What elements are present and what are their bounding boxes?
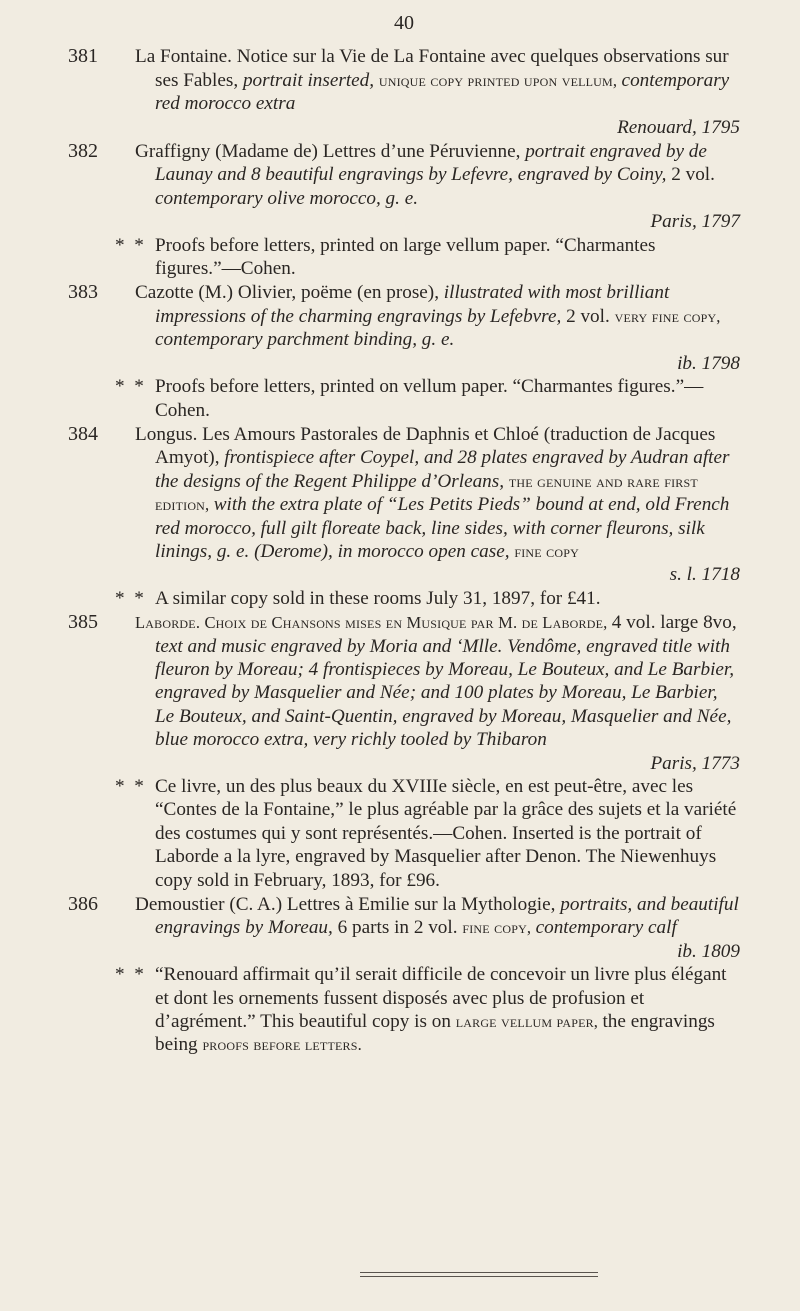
description-text: 4 vol. large 8vo,: [611, 612, 737, 634]
description-text: frontispiece after Coypel, and 28 plates engraved by Audran after the designs of the Regent Philippe d’Orleans,: [155, 447, 730, 492]
entry-note: [115, 375, 740, 422]
catalogue-entry: [68, 893, 740, 1057]
description-text: 6 parts in 2 vol.: [337, 917, 463, 939]
imprint: ib. 1809: [677, 940, 740, 962]
asterism-mark: * *: [115, 234, 148, 256]
description-text: contemporary olive morocco, g. e.: [155, 187, 419, 209]
description-text: Longus. Les Amours Pastorales de Daphnis et Chloé (traduction de Jacques Amyot),: [135, 423, 716, 469]
asterism-mark: * *: [115, 776, 148, 797]
catalogue-entry: [68, 281, 740, 421]
description-text: Laborde. Choix de Chansons mises en Musique par M. de Laborde,: [135, 613, 612, 633]
description-text: Demoustier (C. A.) Lettres à Emilie sur la Mythologie,: [135, 894, 561, 916]
imprint: s. l. 1718: [669, 564, 740, 586]
lot-number: 385: [68, 611, 98, 634]
entry-description: [135, 423, 740, 587]
description-text: contemporary calf: [535, 917, 677, 939]
entry-note: [115, 587, 740, 610]
lot-number: 386: [68, 893, 98, 916]
description-text: illustrated with most brilliant impressions of the charming engravings by Lefebvre,: [155, 282, 670, 327]
description-text: portrait engraved by de Launay and 8 beautiful engravings by Lefevre, engraved by Coiny,: [155, 141, 707, 186]
catalogue-entry: [68, 45, 740, 139]
note-text: A similar copy sold in these rooms July 31, 1897, for £41.: [155, 587, 601, 609]
lot-number: 384: [68, 422, 98, 445]
asterism-mark: * *: [115, 964, 148, 986]
entry-description: [135, 281, 740, 375]
description-text: contemporary parchment binding, g. e.: [155, 329, 455, 351]
asterism-mark: * *: [115, 587, 148, 609]
entry-description: [135, 893, 740, 963]
description-text: the genuine and rare first edition,: [155, 471, 698, 515]
asterism-mark: * *: [115, 376, 148, 398]
entry-description: [135, 140, 740, 234]
closing-rule: [360, 1272, 598, 1277]
entry-note: [115, 963, 740, 1057]
entry-description: [135, 45, 740, 139]
catalogue-entry: [68, 611, 740, 892]
page-number: 40: [394, 12, 414, 34]
description-text: fine copy: [514, 541, 579, 561]
note-text: Proofs before letters, printed on vellum paper. “Charmantes figures.”—Cohen.: [155, 376, 704, 421]
description-text: with the extra plate of “Les Petits Pieds” bound at end, old French red morocco, full gilt floreate back, line sides, with corner fleurons, silk linings, g. e. (Derome), in morocco open case,: [155, 494, 730, 562]
description-text: 2 vol.: [566, 305, 615, 327]
catalogue-entry: [68, 140, 740, 280]
description-text: 2 vol.: [671, 164, 715, 186]
note-text: proofs before letters.: [202, 1035, 362, 1055]
note-text: large vellum paper,: [455, 1012, 603, 1032]
description-text: contemporary red morocco extra: [155, 69, 730, 115]
description-text: text and music engraved by Moria and ‘Mlle. Vendôme, engraved title with fleuron by Moreau; 4 frontispieces by Moreau, Le Bouteux, and Le Barbier, engraved by Masquelier and Née; and 100 plates by Moreau, Le Barbier, Le Bouteux, and Saint-Quentin, engraved by Moreau, Masquelier and Née, blue morocco extra, very richly tooled by Thibaron: [155, 635, 735, 751]
description-text: fine copy,: [462, 918, 536, 938]
entry-description: [135, 611, 740, 775]
description-text: portraits, and beautiful engravings by Moreau,: [155, 894, 739, 939]
imprint: Paris, 1797: [650, 211, 740, 233]
catalogue-entry: [68, 423, 740, 610]
entry-note: [115, 234, 740, 281]
lot-number: 383: [68, 281, 98, 304]
note-text: the engravings being: [155, 1011, 715, 1056]
note-text: “Renouard affirmait qu’il serait difficile de concevoir un livre plus élégant et dont les ornements fussent disposés avec plus de profusion et d’agrément.” This beautiful copy is on: [155, 964, 727, 1033]
description-text: portrait inserted,: [242, 69, 379, 91]
entries-list: [68, 45, 740, 1056]
lot-number: 382: [68, 140, 98, 163]
description-text: Graffigny (Madame de) Lettres d’une Péruvienne,: [135, 141, 526, 163]
description-text: Cazotte (M.) Olivier, poëme (en prose),: [135, 282, 444, 304]
description-text: very fine copy,: [614, 306, 721, 326]
note-text: Proofs before letters, printed on large vellum paper. “Charmantes figures.”—Cohen.: [155, 234, 656, 280]
description-text: La Fontaine. Notice sur la Vie de La Fontaine avec quelques observations sur ses Fables,: [135, 46, 729, 91]
lot-number: 381: [68, 45, 98, 68]
imprint: ib. 1798: [677, 352, 740, 374]
note-text: Ce livre, un des plus beaux du XVIIIe siècle, en est peut-être, avec les “Contes de la Fontaine,” le plus agréable par la grâce des sujets et la variété des costumes qui y sont représentés.—Cohen. Inserted is the portrait of Laborde a la lyre, engraved by Masquelier after Denon. The Niewenhuys copy sold in February, 1893, for £96.: [155, 776, 737, 891]
description-text: unique copy printed upon vellum,: [378, 70, 622, 90]
imprint: Paris, 1773: [650, 752, 740, 774]
entry-note: [115, 775, 740, 892]
imprint: Renouard, 1795: [617, 116, 740, 138]
